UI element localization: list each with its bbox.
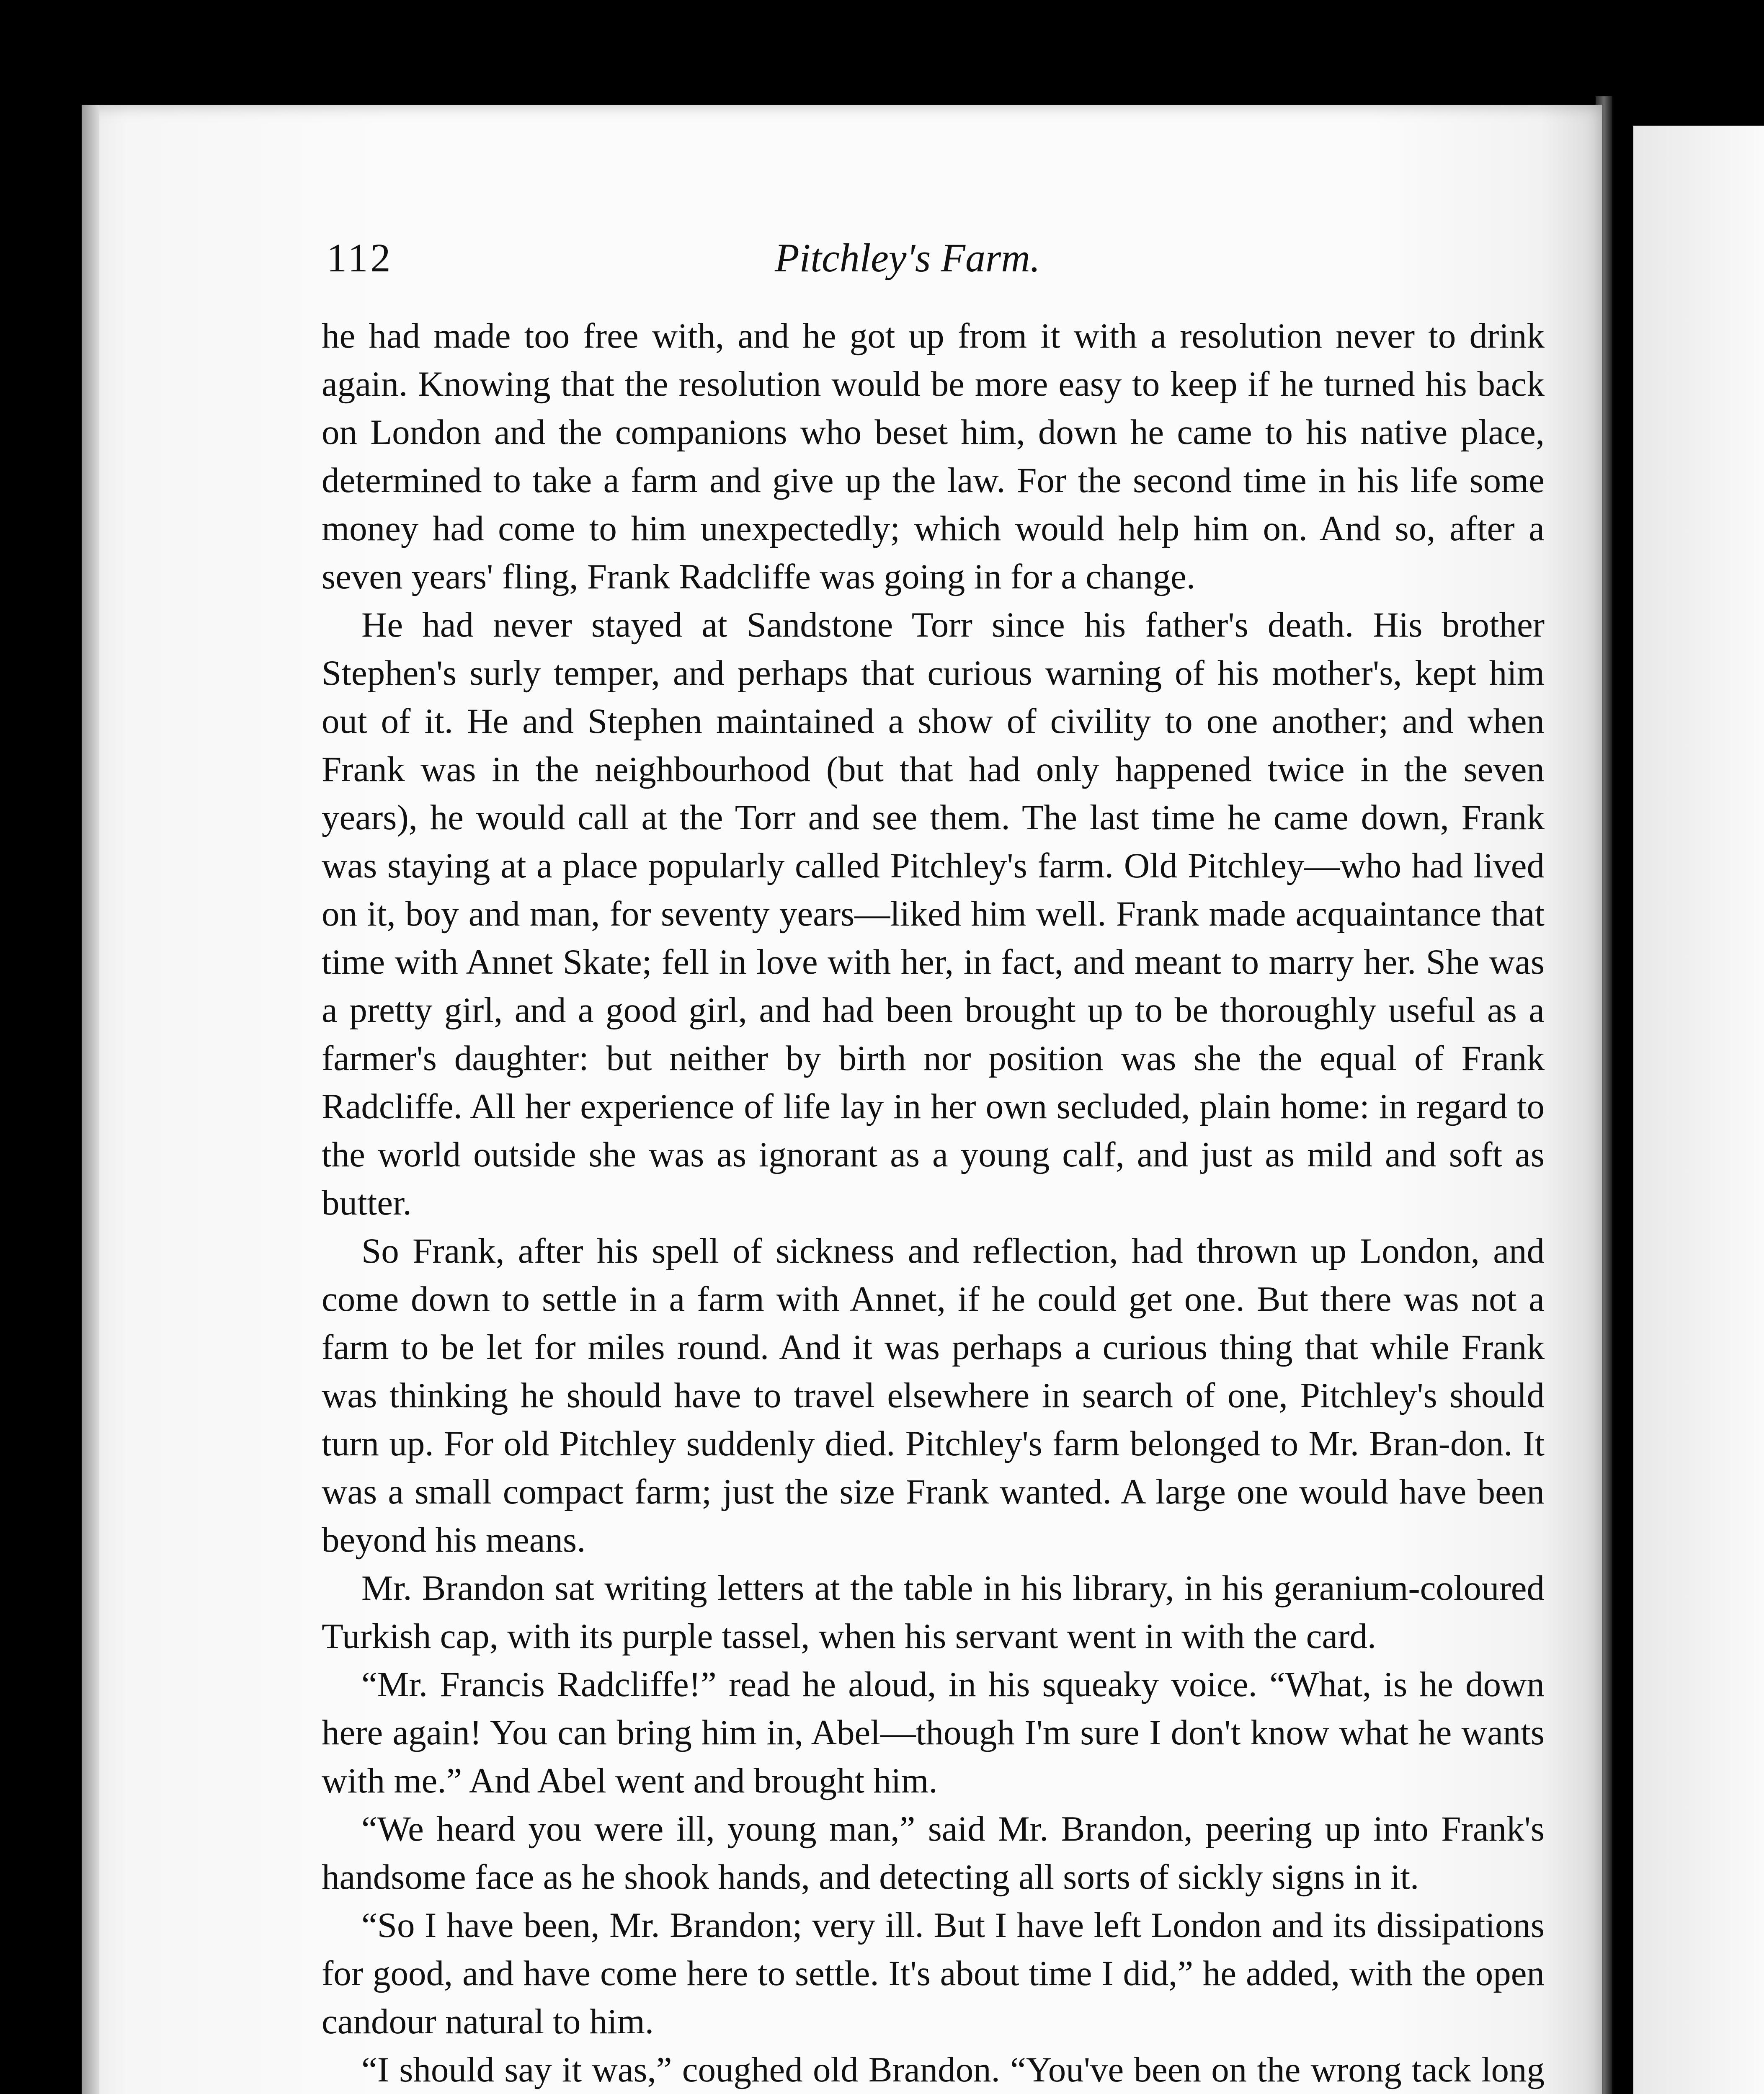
facing-page-edge [1633,126,1764,2094]
paragraph-4: Mr. Brandon sat writing letters at the table in his library, in his geranium-coloured Turkish cap, with its purple tassel, when his servant went in with the card. [322,1568,1545,1656]
paragraph-8: “I should say it was,” coughed old Brandon. “You've been on the wrong tack long [361,2050,1545,2089]
paragraph-2: He had never stayed at Sandstone Torr since his father's death. His brother Stephen's surly temper, and perhaps that curious warning of his mother's, kept him out of it. He and Stephen maintained a show of civility to one another; and when Frank was in the neighbourhood (but that had only happened twice in the seven years), he would call at the Torr and see them. The last time he came down, Frank was staying at a place popularly called Pitchley's farm. Old Pitchley—who had lived on it, boy and man, for seventy years—liked him well. Frank made acquaintance that time with Annet Skate; fell in love with her, in fact, and meant to marry her. She was a pretty girl, and a good girl, and had been brought up to be thoroughly useful as a farmer's daughter: but neither by birth nor position was she the equal of Frank Radcliffe. All her experience of life lay in her own secluded, plain home: in regard to the world outside she was as ignorant as a young calf, and just as mild and soft as butter. [322,605,1545,1222]
paragraph-1: he had made too free with, and he got up from it with a resolution never to drink again. Knowing that the resolution would be more easy to keep if he turned his back on London and the companions who beset him, down he came to his native place, determined to take a farm and give up the law. For the second time in his life some money had come to him unexpectedly; which would help him on. And so, after a seven years' fling, Frank Radcliffe was going in for a change. [322,316,1545,596]
page-header [327,235,1541,285]
paragraph-6: “We heard you were ill, young man,” said Mr. Brandon, peering up into Frank's handsome face as he shook hands, and detecting all sorts of sickly signs in it. [322,1809,1545,1897]
paragraph-7: “So I have been, Mr. Brandon; very ill. But I have left London and its dissipations for good, and have come here to settle. It's about time I did,” he added, with the open candour natural to him. [322,1906,1545,2041]
page-number: 112 [327,235,393,280]
paragraph-3: So Frank, after his spell of sickness and reflection, had thrown up London, and come down to settle in a farm with Annet, if he could get one. But there was not a farm to be let for miles round. And it was perhaps a curious thing that while Frank was thinking he should have to travel elsewhere in search of one, Pitchley's should turn up. For old Pitchley suddenly died. Pitchley's farm belonged to Mr. Bran-don. It was a small compact farm; just the size Frank wanted. A large one would have been beyond his means. [322,1231,1545,1560]
running-title: Pitchley's Farm. [775,235,1040,280]
body-text [322,312,1545,2094]
page-left-edge [82,105,99,2094]
paragraph-5: “Mr. Francis Radcliffe!” read he aloud, in his squeaky voice. “What, is he down here again! You can bring him in, Abel—though I'm sure I don't know what he wants with me.” And Abel went and brought him. [322,1665,1545,1800]
